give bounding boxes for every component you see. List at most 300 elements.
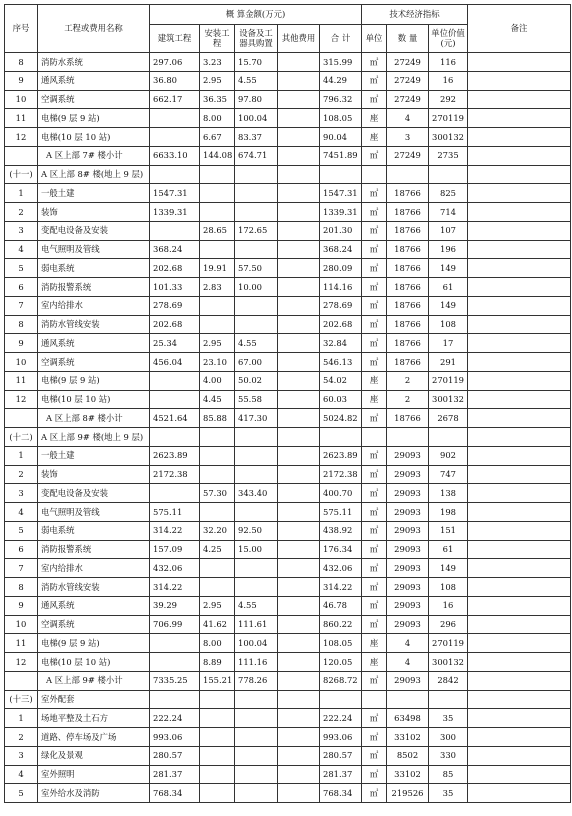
row-unit: ㎡ xyxy=(362,559,387,578)
row-unit-price: 300132 xyxy=(429,128,468,147)
row-construction: 662.17 xyxy=(150,90,200,109)
row-total: 438.92 xyxy=(320,521,362,540)
row-remark xyxy=(468,765,571,784)
row-remark xyxy=(468,653,571,672)
row-equipment xyxy=(235,315,278,334)
row-unit-price: 16 xyxy=(429,596,468,615)
row-quantity: 27249 xyxy=(387,90,429,109)
row-unit-price: 85 xyxy=(429,765,468,784)
row-total: 546.13 xyxy=(320,353,362,372)
row-equipment: 67.00 xyxy=(235,353,278,372)
row-equipment xyxy=(235,240,278,259)
row-unit: ㎡ xyxy=(362,240,387,259)
row-quantity: 4 xyxy=(387,634,429,653)
row-unit-price: 35 xyxy=(429,709,468,728)
row-construction: 314.22 xyxy=(150,578,200,597)
row-unit: ㎡ xyxy=(362,540,387,559)
row-total: 60.03 xyxy=(320,390,362,409)
row-seq: 4 xyxy=(5,240,38,259)
row-seq: (十二) xyxy=(5,428,38,447)
row-unit-price: 149 xyxy=(429,296,468,315)
row-name: 装饰 xyxy=(38,465,150,484)
cost-estimate-table xyxy=(4,4,571,803)
row-name: 电梯(9 层 9 站) xyxy=(38,109,150,128)
row-other xyxy=(278,746,320,765)
row-equipment: 111.16 xyxy=(235,653,278,672)
row-name: 绿化及景观 xyxy=(38,746,150,765)
row-unit-price: 2678 xyxy=(429,409,468,428)
row-seq: 12 xyxy=(5,390,38,409)
row-unit: 座 xyxy=(362,128,387,147)
row-unit-price: 330 xyxy=(429,746,468,765)
row-total: 202.68 xyxy=(320,315,362,334)
row-equipment xyxy=(235,690,278,709)
row-total: 32.84 xyxy=(320,334,362,353)
row-construction: 1339.31 xyxy=(150,203,200,222)
table-row xyxy=(5,484,571,503)
row-seq: 2 xyxy=(5,465,38,484)
row-equipment xyxy=(235,503,278,522)
row-name: A 区上部 9# 楼小计 xyxy=(38,671,150,690)
row-construction: 1547.31 xyxy=(150,184,200,203)
table-row xyxy=(5,521,571,540)
row-equipment: 97.80 xyxy=(235,90,278,109)
row-other xyxy=(278,709,320,728)
row-unit: ㎡ xyxy=(362,728,387,747)
row-unit: ㎡ xyxy=(362,578,387,597)
row-other xyxy=(278,203,320,222)
section-row xyxy=(5,690,571,709)
header-equipment: 设备及工器具购置 xyxy=(235,25,278,53)
row-remark xyxy=(468,596,571,615)
row-unit: ㎡ xyxy=(362,765,387,784)
table-row xyxy=(5,746,571,765)
row-installation: 85.88 xyxy=(200,409,235,428)
row-remark xyxy=(468,784,571,803)
row-installation: 3.23 xyxy=(200,53,235,72)
table-row xyxy=(5,390,571,409)
row-quantity: 219526 xyxy=(387,784,429,803)
row-total: 120.05 xyxy=(320,653,362,672)
row-construction: 993.06 xyxy=(150,728,200,747)
row-quantity: 4 xyxy=(387,653,429,672)
row-construction: 768.34 xyxy=(150,784,200,803)
row-name: 电气照明及管线 xyxy=(38,503,150,522)
row-total: 796.32 xyxy=(320,90,362,109)
row-remark xyxy=(468,540,571,559)
row-name: 消防水系统 xyxy=(38,53,150,72)
header-quantity: 数 量 xyxy=(387,25,429,53)
row-total: 278.69 xyxy=(320,296,362,315)
row-total: 5024.82 xyxy=(320,409,362,428)
row-total: 860.22 xyxy=(320,615,362,634)
row-construction: 432.06 xyxy=(150,559,200,578)
row-construction: 39.29 xyxy=(150,596,200,615)
row-installation xyxy=(200,746,235,765)
row-construction: 202.68 xyxy=(150,259,200,278)
row-remark xyxy=(468,146,571,165)
row-name: 装饰 xyxy=(38,203,150,222)
row-remark xyxy=(468,53,571,72)
table-row xyxy=(5,578,571,597)
row-equipment xyxy=(235,728,278,747)
row-name: A 区上部 8# 楼(地上 9 层) xyxy=(38,165,150,184)
row-equipment: 15.00 xyxy=(235,540,278,559)
row-other xyxy=(278,71,320,90)
row-construction xyxy=(150,634,200,653)
row-equipment: 4.55 xyxy=(235,334,278,353)
row-unit-price: 270119 xyxy=(429,371,468,390)
row-quantity: 8502 xyxy=(387,746,429,765)
row-installation xyxy=(200,559,235,578)
row-unit: ㎡ xyxy=(362,334,387,353)
row-construction: 157.09 xyxy=(150,540,200,559)
row-equipment: 4.55 xyxy=(235,596,278,615)
row-unit xyxy=(362,165,387,184)
row-unit-price: 17 xyxy=(429,334,468,353)
row-installation: 57.30 xyxy=(200,484,235,503)
row-installation xyxy=(200,165,235,184)
row-other xyxy=(278,765,320,784)
row-name: 变配电设备及安装 xyxy=(38,221,150,240)
table-row xyxy=(5,728,571,747)
row-seq: 3 xyxy=(5,746,38,765)
row-quantity: 33102 xyxy=(387,728,429,747)
row-remark xyxy=(468,615,571,634)
row-unit: ㎡ xyxy=(362,221,387,240)
row-unit: ㎡ xyxy=(362,409,387,428)
row-unit: ㎡ xyxy=(362,521,387,540)
row-construction: 278.69 xyxy=(150,296,200,315)
row-equipment: 100.04 xyxy=(235,109,278,128)
row-quantity: 27249 xyxy=(387,53,429,72)
row-construction: 297.06 xyxy=(150,53,200,72)
row-other xyxy=(278,371,320,390)
row-installation: 8.00 xyxy=(200,634,235,653)
row-remark xyxy=(468,221,571,240)
row-seq: 9 xyxy=(5,71,38,90)
row-other xyxy=(278,278,320,297)
row-installation: 19.91 xyxy=(200,259,235,278)
row-unit: ㎡ xyxy=(362,671,387,690)
row-name: 通风系统 xyxy=(38,596,150,615)
row-seq: 6 xyxy=(5,278,38,297)
row-remark xyxy=(468,484,571,503)
row-equipment: 778.26 xyxy=(235,671,278,690)
row-unit-price: 108 xyxy=(429,578,468,597)
row-name: 消防水管线安装 xyxy=(38,315,150,334)
row-seq: 1 xyxy=(5,446,38,465)
row-equipment xyxy=(235,296,278,315)
row-unit: ㎡ xyxy=(362,71,387,90)
row-construction: 2623.89 xyxy=(150,446,200,465)
table-row xyxy=(5,240,571,259)
row-installation xyxy=(200,690,235,709)
row-installation: 2.83 xyxy=(200,278,235,297)
row-other xyxy=(278,334,320,353)
row-remark xyxy=(468,709,571,728)
row-remark xyxy=(468,409,571,428)
row-equipment xyxy=(235,203,278,222)
row-quantity: 33102 xyxy=(387,765,429,784)
row-seq: 8 xyxy=(5,53,38,72)
table-row xyxy=(5,784,571,803)
row-quantity: 29093 xyxy=(387,559,429,578)
row-equipment: 55.58 xyxy=(235,390,278,409)
row-total: 46.78 xyxy=(320,596,362,615)
row-total: 280.09 xyxy=(320,259,362,278)
row-unit-price: 291 xyxy=(429,353,468,372)
row-unit: 座 xyxy=(362,653,387,672)
row-other xyxy=(278,146,320,165)
row-quantity: 18766 xyxy=(387,259,429,278)
row-installation xyxy=(200,709,235,728)
row-name: A 区上部 9# 楼(地上 9 层) xyxy=(38,428,150,447)
row-remark xyxy=(468,690,571,709)
row-seq xyxy=(5,146,38,165)
row-unit-price: 2735 xyxy=(429,146,468,165)
row-unit: ㎡ xyxy=(362,146,387,165)
row-total: 176.34 xyxy=(320,540,362,559)
row-quantity xyxy=(387,165,429,184)
row-installation xyxy=(200,465,235,484)
row-seq: 1 xyxy=(5,184,38,203)
row-name: 消防报警系统 xyxy=(38,278,150,297)
row-unit-price xyxy=(429,690,468,709)
table-row xyxy=(5,278,571,297)
row-equipment xyxy=(235,184,278,203)
row-construction: 4521.64 xyxy=(150,409,200,428)
row-other xyxy=(278,559,320,578)
table-row xyxy=(5,296,571,315)
header-tech-group: 技术经济指标 xyxy=(362,5,468,25)
row-name: 弱电系统 xyxy=(38,259,150,278)
row-other xyxy=(278,484,320,503)
row-quantity: 63498 xyxy=(387,709,429,728)
row-remark xyxy=(468,428,571,447)
row-unit: ㎡ xyxy=(362,259,387,278)
row-installation: 2.95 xyxy=(200,596,235,615)
row-installation: 23.10 xyxy=(200,353,235,372)
row-name: 室外配套 xyxy=(38,690,150,709)
row-quantity: 29093 xyxy=(387,615,429,634)
row-unit-price: 300 xyxy=(429,728,468,747)
row-construction: 202.68 xyxy=(150,315,200,334)
row-unit: 座 xyxy=(362,371,387,390)
row-other xyxy=(278,128,320,147)
row-total xyxy=(320,428,362,447)
row-quantity: 2 xyxy=(387,371,429,390)
row-installation xyxy=(200,315,235,334)
row-construction xyxy=(150,690,200,709)
row-name: 空调系统 xyxy=(38,353,150,372)
row-installation: 4.45 xyxy=(200,390,235,409)
row-quantity: 4 xyxy=(387,109,429,128)
row-construction: 456.04 xyxy=(150,353,200,372)
row-quantity: 29093 xyxy=(387,596,429,615)
row-equipment xyxy=(235,465,278,484)
table-row xyxy=(5,653,571,672)
row-installation xyxy=(200,428,235,447)
row-total: 315.99 xyxy=(320,53,362,72)
row-total: 400.70 xyxy=(320,484,362,503)
row-total: 1547.31 xyxy=(320,184,362,203)
row-unit xyxy=(362,690,387,709)
row-equipment: 57.50 xyxy=(235,259,278,278)
row-unit-price: 35 xyxy=(429,784,468,803)
row-installation xyxy=(200,240,235,259)
row-total: 432.06 xyxy=(320,559,362,578)
row-other xyxy=(278,296,320,315)
row-total: 1339.31 xyxy=(320,203,362,222)
row-quantity xyxy=(387,690,429,709)
row-quantity: 29093 xyxy=(387,521,429,540)
row-unit-price: 2842 xyxy=(429,671,468,690)
row-unit: ㎡ xyxy=(362,203,387,222)
row-name: 室内给排水 xyxy=(38,559,150,578)
row-equipment xyxy=(235,784,278,803)
row-seq: 4 xyxy=(5,503,38,522)
row-construction xyxy=(150,109,200,128)
row-construction: 706.99 xyxy=(150,615,200,634)
row-name: 电梯(9 层 9 站) xyxy=(38,634,150,653)
row-unit-price: 61 xyxy=(429,540,468,559)
row-unit: ㎡ xyxy=(362,484,387,503)
row-installation: 41.62 xyxy=(200,615,235,634)
row-remark xyxy=(468,334,571,353)
row-seq: 2 xyxy=(5,203,38,222)
table-body xyxy=(5,53,571,803)
row-equipment xyxy=(235,559,278,578)
row-seq: 3 xyxy=(5,221,38,240)
row-unit-price: 296 xyxy=(429,615,468,634)
table-row xyxy=(5,634,571,653)
row-construction xyxy=(150,221,200,240)
row-unit: ㎡ xyxy=(362,353,387,372)
table-row xyxy=(5,53,571,72)
table-row xyxy=(5,334,571,353)
row-equipment xyxy=(235,446,278,465)
row-quantity: 27249 xyxy=(387,146,429,165)
row-construction: 25.34 xyxy=(150,334,200,353)
row-total: 90.04 xyxy=(320,128,362,147)
section-row xyxy=(5,428,571,447)
row-equipment: 50.02 xyxy=(235,371,278,390)
row-construction: 368.24 xyxy=(150,240,200,259)
row-unit-price: 108 xyxy=(429,315,468,334)
row-total: 7451.89 xyxy=(320,146,362,165)
table-row xyxy=(5,184,571,203)
row-unit: ㎡ xyxy=(362,465,387,484)
row-seq xyxy=(5,409,38,428)
row-name: 空调系统 xyxy=(38,615,150,634)
row-unit-price: 300132 xyxy=(429,653,468,672)
row-installation xyxy=(200,728,235,747)
row-quantity: 18766 xyxy=(387,240,429,259)
row-installation xyxy=(200,184,235,203)
row-construction: 222.24 xyxy=(150,709,200,728)
row-other xyxy=(278,390,320,409)
row-remark xyxy=(468,296,571,315)
row-other xyxy=(278,784,320,803)
row-construction xyxy=(150,484,200,503)
row-total: 8268.72 xyxy=(320,671,362,690)
row-quantity xyxy=(387,428,429,447)
row-name: 室外给水及消防 xyxy=(38,784,150,803)
row-quantity: 2 xyxy=(387,390,429,409)
table-row xyxy=(5,765,571,784)
row-total: 314.22 xyxy=(320,578,362,597)
subtotal-row xyxy=(5,409,571,428)
header-name: 工程或费用名称 xyxy=(38,5,150,53)
header-estimate-group: 概 算金额(万元) xyxy=(150,5,362,25)
row-unit-price: 61 xyxy=(429,278,468,297)
row-installation: 2.95 xyxy=(200,334,235,353)
row-other xyxy=(278,578,320,597)
row-unit-price: 747 xyxy=(429,465,468,484)
row-name: 消防水管线安装 xyxy=(38,578,150,597)
row-seq: 5 xyxy=(5,521,38,540)
row-total: 368.24 xyxy=(320,240,362,259)
table-row xyxy=(5,503,571,522)
row-equipment xyxy=(235,578,278,597)
row-name: 电梯(10 层 10 站) xyxy=(38,128,150,147)
row-quantity: 29093 xyxy=(387,540,429,559)
row-remark xyxy=(468,390,571,409)
row-quantity: 29093 xyxy=(387,465,429,484)
row-unit-price: 198 xyxy=(429,503,468,522)
row-construction: 2172.38 xyxy=(150,465,200,484)
row-installation: 36.35 xyxy=(200,90,235,109)
row-construction: 314.22 xyxy=(150,521,200,540)
row-equipment: 83.37 xyxy=(235,128,278,147)
row-unit-price: 107 xyxy=(429,221,468,240)
row-name: 电梯(10 层 10 站) xyxy=(38,390,150,409)
row-construction: 101.33 xyxy=(150,278,200,297)
row-total: 44.29 xyxy=(320,71,362,90)
row-unit-price: 270119 xyxy=(429,634,468,653)
row-seq: (十一) xyxy=(5,165,38,184)
row-unit: ㎡ xyxy=(362,296,387,315)
row-seq: 9 xyxy=(5,334,38,353)
row-construction: 575.11 xyxy=(150,503,200,522)
row-installation: 4.25 xyxy=(200,540,235,559)
row-name: A 区上部 8# 楼小计 xyxy=(38,409,150,428)
row-remark xyxy=(468,446,571,465)
row-quantity: 29093 xyxy=(387,484,429,503)
row-equipment xyxy=(235,165,278,184)
row-equipment: 417.30 xyxy=(235,409,278,428)
row-quantity: 29093 xyxy=(387,503,429,522)
table-row xyxy=(5,709,571,728)
row-total: 768.34 xyxy=(320,784,362,803)
row-unit: ㎡ xyxy=(362,315,387,334)
row-unit-price: 149 xyxy=(429,259,468,278)
row-construction: 6633.10 xyxy=(150,146,200,165)
row-remark xyxy=(468,71,571,90)
row-other xyxy=(278,503,320,522)
row-total: 280.57 xyxy=(320,746,362,765)
row-remark xyxy=(468,503,571,522)
row-remark xyxy=(468,634,571,653)
row-other xyxy=(278,540,320,559)
row-other xyxy=(278,690,320,709)
row-unit: ㎡ xyxy=(362,503,387,522)
row-remark xyxy=(468,353,571,372)
row-quantity: 18766 xyxy=(387,221,429,240)
row-equipment xyxy=(235,765,278,784)
row-name: 空调系统 xyxy=(38,90,150,109)
